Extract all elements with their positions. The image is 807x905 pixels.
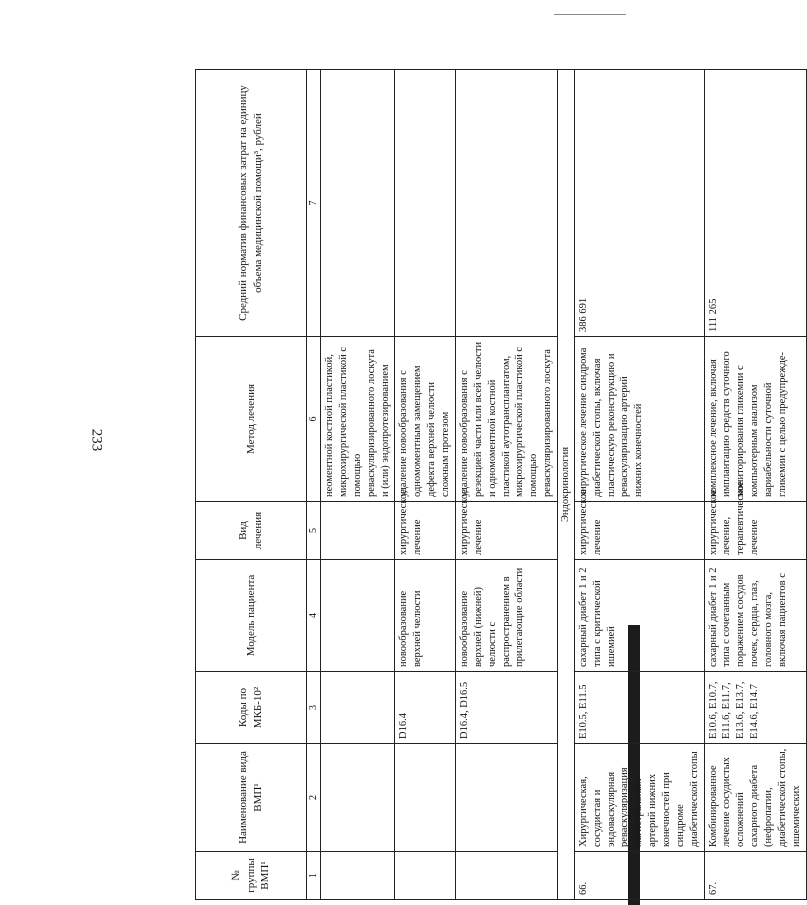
header-name: Наименование вида ВМП¹ <box>196 744 307 852</box>
cell-method: неоментной костной пластикой, микрохирургической пластикой с помощью реваскуляризированного лоскута и (или) эндопротезированием <box>321 337 395 502</box>
cell-method: хирургическое лечение синдрома диабетической стопы, включая пластическую реконструкцию и реваскуляризацию артерий нижних конечностей <box>574 337 704 502</box>
cell-treatment-type: хирургическое лечение <box>455 502 557 560</box>
column-number: 4 <box>307 560 321 672</box>
cell-treatment-type: хирургическое лечение <box>574 502 704 560</box>
table-row <box>395 70 455 900</box>
table-row <box>455 70 557 900</box>
header-model: Модель пациента <box>196 560 307 672</box>
cell-model: сахарный диабет 1 и 2 типа с критической ишемией <box>574 560 704 672</box>
vmp-table <box>195 69 807 900</box>
cell-codes: D16.4 <box>395 672 455 744</box>
header-codes: Коды по МКБ-10² <box>196 672 307 744</box>
cell-codes: D16.4, D16.5 <box>455 672 557 744</box>
cell-treatment-type: хирургическое лечение <box>395 502 455 560</box>
cell-method: удаление новообразования с резекцией части или всей челюсти и одномоментной костной пластикой аутотрансплантатом, микрохирургической пластикой с помощью реваскуляризированного лоскута <box>455 337 557 502</box>
cell-name <box>455 744 557 852</box>
header-treatment-type: Вид лечения <box>196 502 307 560</box>
cell-model: сахарный диабет 1 и 2 типа с сочетанным поражением сосудов почек, сердца, глаз, головного мозга, включая пациентов с <box>704 560 806 672</box>
table-row <box>574 70 704 900</box>
cell-cost <box>455 70 557 337</box>
cell-group <box>455 852 557 900</box>
header-row <box>196 70 307 900</box>
column-number: 5 <box>307 502 321 560</box>
cell-codes: E10.5, E11.5 <box>574 672 704 744</box>
cell-model: новообразование верхней челюсти <box>395 560 455 672</box>
table-row <box>321 70 395 900</box>
cell-group <box>395 852 455 900</box>
scan-mark <box>554 14 626 15</box>
rotated-table-sheet <box>195 70 802 900</box>
header-method: Метод лечения <box>196 337 307 502</box>
cell-name: Хирургическая, сосудистая и эндоваскулярная реваскуляризация магистральных артерий нижних конечностей при синдроме диабетической стопы <box>574 744 704 852</box>
column-number: 7 <box>307 70 321 337</box>
cell-cost: 111 265 <box>704 70 806 337</box>
cell-method: комплексное лечение, включая имплантацию средств суточного мониторирования гликемии с компьютерным анализом вариабельности суточной гликемии с целью предупрежде- <box>704 337 806 502</box>
cell-cost <box>321 70 395 337</box>
cell-method: удаление новообразования с одномоментным замещением дефекта верхней челюсти сложным протезом <box>395 337 455 502</box>
section-row <box>557 70 574 900</box>
cell-cost: 386 691 <box>574 70 704 337</box>
cell-treatment-type <box>321 502 395 560</box>
cell-name: Комбинированное лечение сосудистых осложнений сахарного диабета (нефропатии, диабетической стопы, ишемических <box>704 744 806 852</box>
section-title: Эндокринология <box>557 70 574 900</box>
column-number: 2 <box>307 744 321 852</box>
cell-group: 66. <box>574 852 704 900</box>
cell-group <box>321 852 395 900</box>
header-cost: Средний норматив финансовых затрат на единицу объема медицинской помощи³, рублей <box>196 70 307 337</box>
column-number-row <box>307 70 321 900</box>
header-group: № группы ВМП¹ <box>196 852 307 900</box>
table-row <box>704 70 806 900</box>
cell-name <box>321 744 395 852</box>
cell-treatment-type: хирургическое лечение, терапевтическое лечение <box>704 502 806 560</box>
cell-codes: E10.6, E10.7, E11.6, E11.7, E13.6, E13.7, E14.6, E14.7 <box>704 672 806 744</box>
cell-name <box>395 744 455 852</box>
cell-cost <box>395 70 455 337</box>
column-number: 6 <box>307 337 321 502</box>
cell-model <box>321 560 395 672</box>
column-number: 3 <box>307 672 321 744</box>
cell-group: 67. <box>704 852 806 900</box>
cell-model: новообразование верхней (нижней) челюсти с распространением в прилегающие области <box>455 560 557 672</box>
page-number: 233 <box>88 428 105 452</box>
cell-codes <box>321 672 395 744</box>
column-number: 1 <box>307 852 321 900</box>
